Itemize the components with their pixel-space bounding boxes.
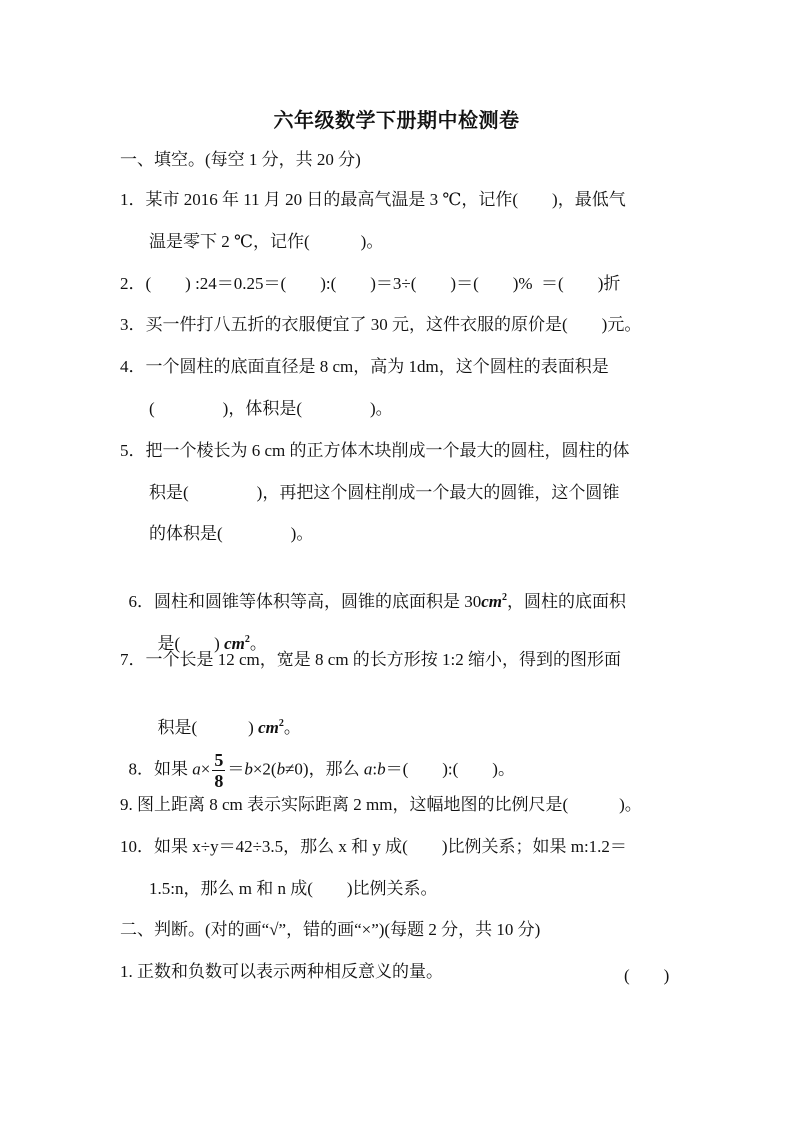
q8-var-b: b xyxy=(244,759,253,779)
question-10-line-1: 10．如果 x÷y＝42÷3.5，那么 x 和 y 成( )比例关系；如果 m:1.2＝ xyxy=(120,837,627,856)
question-4-line-2: ( )，体积是( )。 xyxy=(149,399,393,418)
question-6-text-a: 6．圆柱和圆锥等体积等高，圆锥的底面积是 30 xyxy=(128,592,482,611)
q8-colon: : xyxy=(372,759,378,779)
q8-times: × xyxy=(200,759,211,779)
page-title: 六年级数学下册期中检测卷 xyxy=(273,108,520,132)
question-5-line-1: 5．把一个棱长为 6 cm 的正方体木块削成一个最大的圆柱，圆柱的体 xyxy=(120,441,630,460)
question-4-line-1: 4．一个圆柱的底面直径是 8 cm，高为 1dm，这个圆柱的表面积是 xyxy=(120,357,609,376)
fraction xyxy=(212,750,225,791)
fraction-denominator: 8 xyxy=(214,771,224,791)
section-1-heading: 一、填空。(每空 1 分，共 20 分) xyxy=(120,150,361,169)
question-2: 2．( ) :24＝0.25＝( ):( )＝3÷( )＝( )% ＝( )折 xyxy=(120,274,621,293)
question-7-text-b: 。 xyxy=(283,718,301,737)
judgement-question-1: 1. 正数和负数可以表示两种相反意义的量。 xyxy=(120,962,443,981)
unit-cm: cm xyxy=(224,634,245,653)
q8-var-b2: b xyxy=(276,759,286,779)
question-1-line-1: 1．某市 2016 年 11 月 20 日的最高气温是 3 ℃，记作( )，最低气 xyxy=(120,190,626,209)
unit-cm: cm xyxy=(258,718,279,737)
question-5-line-2: 积是( )，再把这个圆柱削成一个最大的圆锥，这个圆锥 xyxy=(149,483,620,502)
section-2-heading: 二、判断。(对的画“√”，错的画“×”)(每题 2 分，共 10 分) xyxy=(120,920,541,939)
question-6-text-d: 。 xyxy=(249,634,267,653)
unit-exponent: 2 xyxy=(244,634,250,645)
q8-ratio-a: a xyxy=(363,759,373,779)
question-5-line-3: 的体积是( )。 xyxy=(149,524,314,543)
q8-var-a: a xyxy=(192,759,201,779)
question-6-line-1 xyxy=(120,565,626,613)
question-10-line-2: 1.5:n，那么 m 和 n 成( )比例关系。 xyxy=(149,879,438,898)
q8-prefix: 8．如果 xyxy=(128,759,193,779)
q8-suffix: ＝( ):( )。 xyxy=(385,759,515,779)
question-7-text-a: 积是( ) xyxy=(157,718,259,737)
answer-blank[interactable]: ( ) xyxy=(624,966,670,985)
question-3: 3．买一件打八五折的衣服便宜了 30 元，这件衣服的原价是( )元。 xyxy=(120,315,642,334)
unit-exponent: 2 xyxy=(278,718,284,729)
question-9: 9. 图上距离 8 cm 表示实际距离 2 mm，这幅地图的比例尺是( )。 xyxy=(120,795,642,814)
question-6-text-b: ，圆柱的底面积 xyxy=(507,592,627,611)
fraction-numerator: 5 xyxy=(214,750,224,770)
unit-exponent: 2 xyxy=(502,592,508,603)
question-6-line-2 xyxy=(149,607,267,655)
question-8 xyxy=(120,728,515,791)
question-7-line-1: 7．一个长是 12 cm，宽是 8 cm 的长方形按 1:2 缩小，得到的图形面 xyxy=(120,650,622,669)
q8-ratio-b: b xyxy=(377,759,386,779)
question-1-line-2: 温是零下 2 ℃，记作( )。 xyxy=(149,232,384,251)
q8-equals: ＝ xyxy=(227,759,245,779)
q8-rest: ×2( xyxy=(252,759,277,779)
unit-cm: cm xyxy=(481,592,503,611)
q8-rest2: ≠0)，那么 xyxy=(285,759,364,779)
question-6-text-c: 是( ) xyxy=(157,634,225,653)
